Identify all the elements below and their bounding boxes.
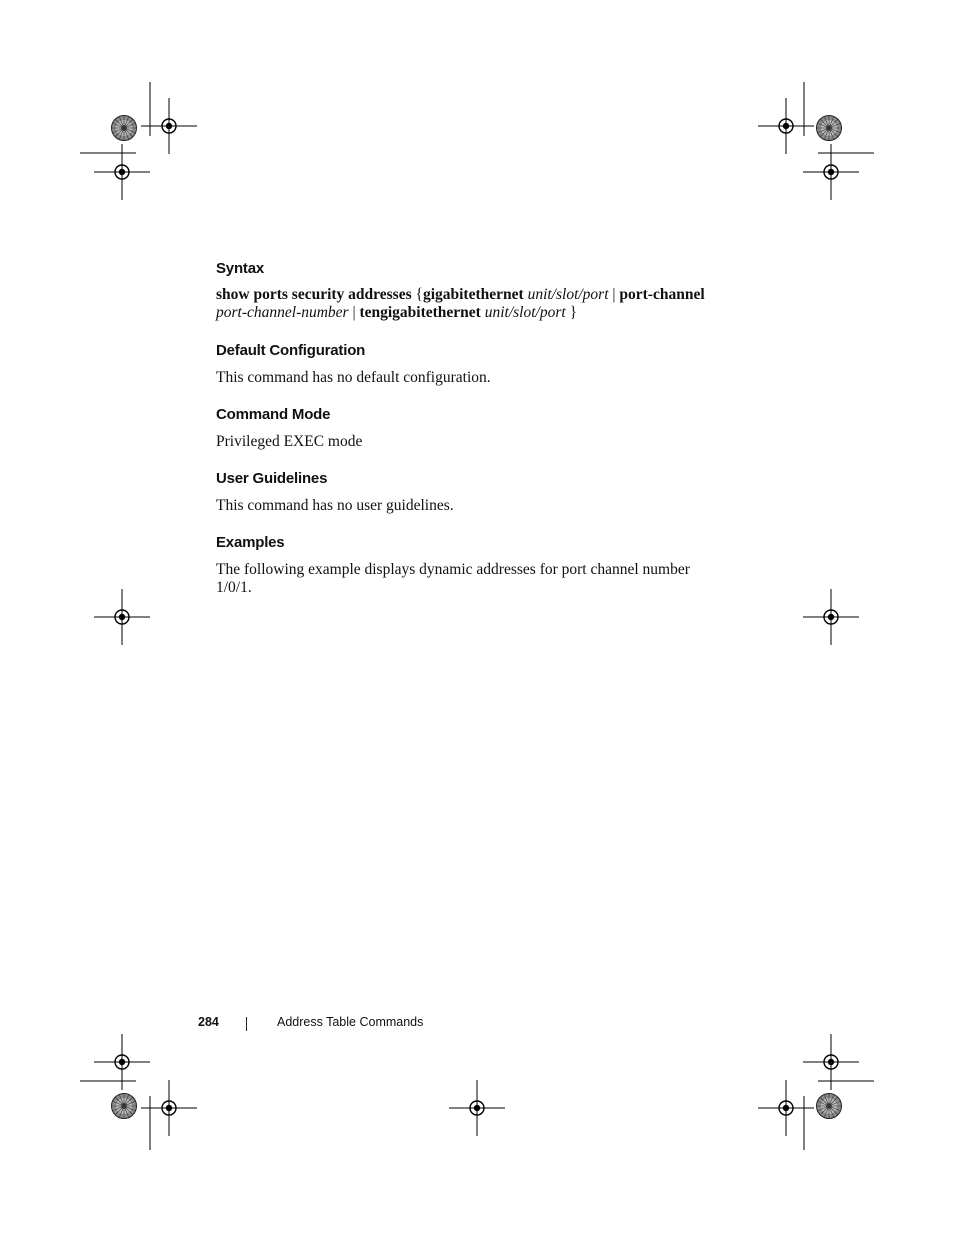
crosshair-top-right-b xyxy=(803,144,859,200)
user-guidelines-heading: User Guidelines xyxy=(216,470,328,487)
crosshair-bottom-left-a xyxy=(94,1034,150,1090)
crosshair-top-right-a xyxy=(758,98,814,154)
syntax-brace-open: { xyxy=(411,286,423,303)
crosshair-bottom-right-a xyxy=(803,1034,859,1090)
crosshair-middle-right xyxy=(803,589,859,645)
footer-chapter-title: Address Table Commands xyxy=(277,1015,424,1029)
syntax-param-unit-slot-port: unit/slot/port xyxy=(523,286,609,303)
examples-heading: Examples xyxy=(216,534,285,551)
syntax-port-channel: port-channel xyxy=(619,286,705,303)
footer-separator xyxy=(246,1017,247,1031)
command-mode-text: Privileged EXEC mode xyxy=(216,433,363,450)
registration-star-top-left xyxy=(112,116,137,141)
command-mode-heading: Command Mode xyxy=(216,406,331,423)
registration-star-top-right xyxy=(817,116,842,141)
syntax-separator: | xyxy=(608,286,620,303)
syntax-separator: | xyxy=(348,304,360,321)
crosshair-bottom-right-b xyxy=(758,1080,814,1136)
syntax-command xyxy=(216,286,716,322)
syntax-command-keyword: show ports security addresses xyxy=(216,286,412,303)
crosshair-top-left-a xyxy=(141,98,197,154)
syntax-tengigabitethernet: tengigabitethernet xyxy=(359,304,481,321)
syntax-brace-close: } xyxy=(565,304,578,321)
crosshair-middle-left xyxy=(94,589,150,645)
page-number: 284 xyxy=(198,1015,219,1029)
examples-text: The following example displays dynamic addresses for port channel number 1/0/1. xyxy=(216,561,690,596)
syntax-param-port-channel-number: port-channel-number xyxy=(216,304,349,321)
syntax-param-unit-slot-port: unit/slot/port xyxy=(480,304,566,321)
syntax-heading: Syntax xyxy=(216,260,264,277)
user-guidelines-text: This command has no user guidelines. xyxy=(216,497,454,514)
default-configuration-text: This command has no default configuration. xyxy=(216,369,491,386)
registration-star-bottom-right xyxy=(817,1094,842,1119)
crosshair-top-left-b xyxy=(94,144,150,200)
registration-star-bottom-left xyxy=(112,1094,137,1119)
syntax-gigabitethernet: gigabitethernet xyxy=(422,286,524,303)
default-configuration-heading: Default Configuration xyxy=(216,342,366,359)
crosshair-bottom-center xyxy=(449,1080,505,1136)
crosshair-bottom-left-b xyxy=(141,1080,197,1136)
